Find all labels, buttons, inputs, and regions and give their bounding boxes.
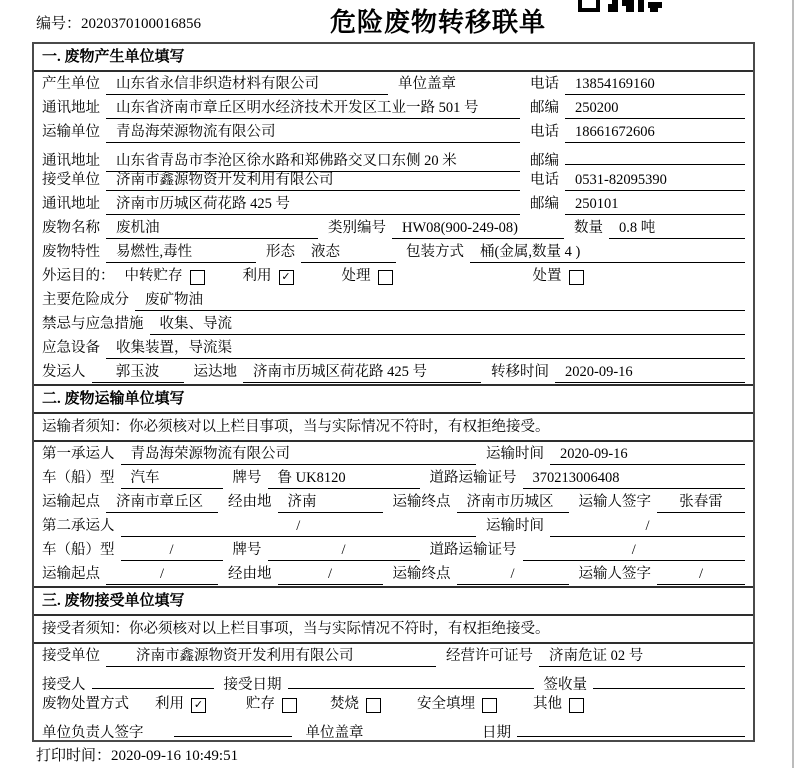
- road-permit-value: 370213006408: [523, 468, 746, 489]
- accept-unit-value: 济南市鑫源物资开发利用有限公司: [106, 646, 436, 667]
- checkbox-icon: [569, 698, 584, 713]
- address-label: 通讯地址: [42, 100, 100, 116]
- receive-zip-value: 250101: [565, 194, 745, 215]
- phone-label: 电话: [530, 172, 559, 188]
- transport-phone-value: 18661672606: [565, 122, 745, 143]
- producer-zip-value: 250200: [565, 98, 745, 119]
- purpose-option-dispose: [533, 264, 584, 288]
- accept-unit-row: [34, 644, 753, 668]
- disposal-option-landfill: [417, 692, 497, 716]
- option-text: 中转贮存: [124, 268, 183, 284]
- purpose-row: [34, 264, 753, 288]
- phone-label: 电话: [530, 76, 559, 92]
- transfer-time-label: 转移时间: [491, 364, 549, 380]
- document-number-value: 2020370100016856: [81, 16, 202, 32]
- destination-value: 济南市历城区荷花路 425 号: [243, 362, 481, 383]
- checkbox-icon: [482, 698, 497, 713]
- plate-value: 鲁 UK8120: [268, 468, 420, 489]
- endpoint-value: 济南市历城区: [457, 492, 569, 513]
- receive-unit-row: [34, 168, 753, 192]
- producer-address-row: [34, 96, 753, 120]
- road-permit-label: 道路运输证号: [429, 470, 517, 486]
- checkbox-icon: [569, 270, 584, 285]
- transport-time-label: 运输时间: [486, 446, 544, 462]
- option-text: 利用: [155, 696, 184, 712]
- page-title: 危险废物转移联单: [330, 8, 547, 37]
- emergency-measures-value: 收集、导流: [150, 314, 746, 335]
- form-label: 形态: [266, 244, 295, 260]
- receive-phone-value: 0531-82095390: [565, 170, 745, 191]
- received-quantity-value: [593, 668, 745, 689]
- transport-address-value: 山东省青岛市李沧区徐水路和郑佛路交叉口东侧 20 米: [106, 151, 520, 172]
- via-label: 经由地: [228, 494, 272, 510]
- option-text: 处理: [341, 268, 371, 284]
- document-number: [36, 12, 201, 33]
- shipper-label: 发运人: [42, 364, 86, 380]
- checkbox-icon: ✓: [279, 270, 294, 285]
- waste-name-label: 废物名称: [42, 220, 100, 236]
- first-carrier-value: 青岛海荣源物流有限公司: [121, 444, 477, 465]
- option-text: 焚烧: [330, 696, 359, 712]
- producer-address-value: 山东省济南市章丘区明水经济技术开发区工业一路 501 号: [106, 98, 520, 119]
- origin-label: 运输起点: [42, 494, 100, 510]
- responsible-signature-row: [34, 716, 753, 740]
- option-text: 处置: [532, 268, 562, 284]
- purpose-option-transfer-storage: [125, 264, 205, 288]
- page-edge-divider: [792, 0, 794, 768]
- via-value: /: [278, 564, 383, 585]
- waste-traits-label: 废物特性: [42, 244, 100, 260]
- waste-traits-row: [34, 240, 753, 264]
- responsible-signature-value: [174, 716, 292, 737]
- section-receive-title: 三. 废物接受单位填写: [34, 586, 753, 616]
- emergency-measures-row: [34, 312, 753, 336]
- license-value: 济南危证 02 号: [539, 646, 745, 667]
- section-transport-title: 二. 废物运输单位填写: [34, 384, 753, 414]
- category-code-label: 类别编号: [328, 220, 386, 236]
- section-receive: [34, 586, 753, 740]
- disposal-option-store: [246, 692, 297, 716]
- unit-seal-label: 单位盖章: [305, 725, 364, 741]
- transport-unit-row: [34, 120, 753, 144]
- transport-unit-value: 青岛海荣源物流有限公司: [106, 122, 520, 143]
- receive-address-value: 济南市历城区荷花路 425 号: [106, 194, 520, 215]
- transport-unit-label: 运输单位: [42, 124, 100, 140]
- zip-label: 邮编: [530, 100, 559, 116]
- acceptor-label: 接受人: [42, 677, 86, 693]
- receive-unit-value: 济南市鑫源物资开发利用有限公司: [106, 170, 520, 191]
- producer-unit-label: 产生单位: [42, 76, 100, 92]
- transport-time-value: /: [550, 516, 745, 537]
- transport-time-value: 2020-09-16: [550, 444, 745, 465]
- vehicle-type-value: 汽车: [121, 468, 223, 489]
- checkbox-icon: [282, 698, 297, 713]
- disposal-option-other: [533, 692, 584, 716]
- road-permit-value: /: [523, 540, 746, 561]
- via-value: 济南: [278, 492, 383, 513]
- address-label: 通讯地址: [42, 196, 100, 212]
- acceptor-value: [92, 668, 214, 689]
- zip-label: 邮编: [530, 153, 559, 169]
- received-quantity-label: 签收量: [543, 677, 587, 693]
- hazard-components-row: [34, 288, 753, 312]
- route2-row: [34, 562, 753, 586]
- print-time-label: 打印时间：: [36, 748, 112, 764]
- route1-row: [34, 490, 753, 514]
- producer-unit-value: 山东省永信非织造材料有限公司: [106, 74, 388, 95]
- transport-notice: 运输者须知：你必须核对以上栏目事项，当与实际情况不符时，有权拒绝接受。: [34, 414, 753, 442]
- first-carrier-label: 第一承运人: [42, 446, 115, 462]
- quantity-value: 0.8 吨: [609, 218, 745, 239]
- origin-label: 运输起点: [42, 566, 100, 582]
- checkbox-icon: [366, 698, 381, 713]
- unit-seal-label: 单位盖章: [398, 76, 456, 92]
- phone-label: 电话: [530, 124, 559, 140]
- producer-phone-value: 13854169160: [565, 74, 745, 95]
- accept-date-label: 接受日期: [223, 677, 282, 693]
- origin-value: 济南市章丘区: [106, 492, 218, 513]
- checkbox-icon: [190, 270, 205, 285]
- transport-address-row: [34, 144, 753, 168]
- option-text: 其他: [533, 696, 562, 712]
- section-producer-title: 一. 废物产生单位填写: [34, 44, 753, 72]
- purpose-option-utilize: [243, 264, 294, 288]
- carrier-signature-value: 张春雷: [657, 492, 745, 513]
- quantity-label: 数量: [574, 220, 603, 236]
- endpoint-label: 运输终点: [392, 566, 451, 582]
- via-label: 经由地: [228, 566, 272, 582]
- disposal-method-row: [34, 692, 753, 716]
- accept-unit-label: 接受单位: [42, 648, 100, 664]
- carrier-signature-value: /: [657, 564, 745, 585]
- qr-code-fragment-icon: [578, 0, 662, 12]
- accept-date-value: [288, 668, 534, 689]
- shipper-row: [34, 360, 753, 384]
- option-text: 贮存: [246, 696, 275, 712]
- responsible-signature-label: 单位负责人签字: [42, 725, 144, 741]
- print-time-value: 2020-09-16 10:49:51: [111, 748, 239, 764]
- zip-label: 邮编: [530, 196, 559, 212]
- hazard-components-value: 废矿物油: [135, 290, 745, 311]
- transport-zip-value: [565, 144, 745, 165]
- carrier-signature-label: 运输人签字: [578, 566, 651, 582]
- producer-unit-row: [34, 72, 753, 96]
- category-code-value: HW08(900-249-08): [392, 218, 564, 239]
- address-label: 通讯地址: [42, 153, 100, 169]
- section-producer: [34, 44, 753, 384]
- endpoint-value: /: [457, 564, 569, 585]
- option-text: 利用: [242, 268, 272, 284]
- document-number-label: 编号：: [36, 16, 82, 32]
- second-carrier-value: /: [121, 516, 477, 537]
- carrier-signature-label: 运输人签字: [578, 494, 651, 510]
- option-text: 安全填埋: [417, 696, 475, 712]
- waste-name-row: [34, 216, 753, 240]
- hazard-components-label: 主要危险成分: [42, 292, 129, 308]
- acceptor-row: [34, 668, 753, 692]
- receive-unit-label: 接受单位: [42, 172, 100, 188]
- license-label: 经营许可证号: [446, 648, 533, 664]
- first-carrier-row: [34, 442, 753, 466]
- packing-label: 包装方式: [406, 244, 464, 260]
- vehicle-type-value: /: [121, 540, 223, 561]
- emergency-equipment-value: 收集装置，导流渠: [106, 338, 745, 359]
- shipper-value: 郭玉波: [92, 362, 184, 383]
- second-carrier-row: [34, 514, 753, 538]
- emergency-equipment-row: [34, 336, 753, 360]
- waste-name-value: 废机油: [106, 218, 318, 239]
- purpose-label: 外运目的：: [42, 268, 115, 284]
- origin-value: /: [106, 564, 218, 585]
- manifest-form: [32, 42, 755, 742]
- receive-notice: 接受者须知：你必须核对以上栏目事项，当与实际情况不符时，有权拒绝接受。: [34, 616, 753, 644]
- disposal-option-incinerate: [330, 692, 381, 716]
- endpoint-label: 运输终点: [392, 494, 451, 510]
- emergency-equipment-label: 应急设备: [42, 340, 100, 356]
- transport-time-label: 运输时间: [486, 518, 544, 534]
- receive-address-row: [34, 192, 753, 216]
- checkbox-icon: [378, 270, 393, 285]
- disposal-option-utilize: [155, 692, 206, 716]
- vehicle-type-label: 车（船）型: [42, 542, 115, 558]
- transfer-time-value: 2020-09-16: [555, 362, 745, 383]
- plate-value: /: [268, 540, 420, 561]
- section-transport: [34, 384, 753, 586]
- waste-traits-value: 易燃性,毒性: [106, 242, 256, 263]
- packing-value: 桶(金属,数量 4 ): [470, 242, 745, 263]
- disposal-method-label: 废物处置方式: [42, 696, 129, 712]
- checkbox-icon: ✓: [191, 698, 206, 713]
- plate-label: 牌号: [232, 470, 262, 486]
- date-value: [517, 716, 745, 737]
- destination-label: 运达地: [193, 364, 237, 380]
- print-time: [36, 744, 238, 765]
- second-carrier-label: 第二承运人: [42, 518, 115, 534]
- date-label: 日期: [482, 725, 511, 741]
- purpose-option-treat: [342, 264, 393, 288]
- emergency-measures-label: 禁忌与应急措施: [42, 316, 144, 332]
- vehicle2-row: [34, 538, 753, 562]
- vehicle1-row: [34, 466, 753, 490]
- plate-label: 牌号: [232, 542, 262, 558]
- road-permit-label: 道路运输证号: [429, 542, 517, 558]
- vehicle-type-label: 车（船）型: [42, 470, 115, 486]
- form-value: 液态: [301, 242, 396, 263]
